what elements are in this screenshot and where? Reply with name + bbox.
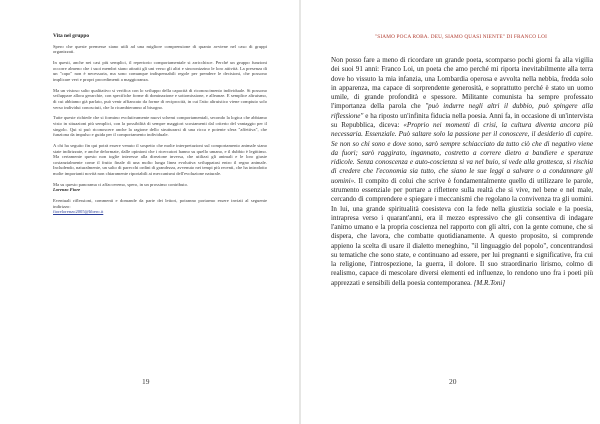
paragraph: Ma un vistoso salto qualitativo si verifica con lo sviluppo della capacità di riconoscimento individuale. Si possono sviluppare allora gerarchie, con specifiche forme di dominazione e sottomissione, e alleanze. E semplice altruismo, di cui abbiamo già parlato, può venir affiancato da forme di reciprocità, in cui l'atto altruistico viene compiuto solo verso individui conosciuti, che lo ricambieranno al bisogno. (53, 87, 267, 110)
paragraph: Ma su questo panorama ci affacceremo, spero, in un prossimo contributo. (53, 181, 189, 187)
closing-text: Eventuali riflessioni, commenti e domande da parte dei lettori, potranno portarmo essere inviati al seguente indirizzo: (53, 198, 267, 209)
left-page-body (53, 34, 267, 215)
article-title: "SIAMO POCA ROBA. DEU, SIAMO QUASI NIENTE" DI FRANCO LOI (374, 34, 548, 40)
closing-note (53, 198, 267, 215)
right-page (301, 0, 600, 424)
left-page (0, 0, 299, 424)
paragraph: Spero che queste premesse siano utili ad una migliore comprensione di quanto avviene nel caso di gruppi organizzati. (53, 43, 267, 55)
author-signature: Lorenzo Fiore (53, 187, 81, 193)
paragraph: In questi, anche nei casi più semplici, il repertorio comportamentale si arricchisce. Perché un gruppo funzioni occorre almeno che i suoi membri siano attratti gli uni verso gli altri e sincronizzino le loro attività. La presenza di un "capo" non è necessaria, ma sono comunque indispensabili regole per prendere le decisioni, che possono implicare veri e propri procedimenti a maggioranza. (53, 59, 267, 82)
paragraph: A chi ha seguito fin qui potrà essere venuto il sospetto che molte interpretazioni sul comportamento animale siano state indirizzate, e anche deformate, dalle opinioni che i ricercatori hanno su quello umano, e il dubbio è legittimo. Ma certamente questo non toglie interesse alla direzione inversa, che utilizzi gli animali e le loro giuste costanzialmente come il frutto finale di una molto lunga linea evolutiva sviluppatasi entro il regno animale. Includendo, naturalmente, un salto di parecchi ordini di grandezza, avvenuto nei tempi più recenti, che ha introdotto molte importanti novità non chiaramente riportabili ai meccanismi dell'evoluzione naturale. (53, 142, 267, 177)
article-body (331, 56, 593, 288)
page-number-right: 20 (449, 377, 457, 386)
article-text: Non posso fare a meno di ricordare un grande poeta, scomparso pochi giorni fa alla vigilia dei suoi 91 anni: Franco Loi, un poeta che amo perché mi riporta inevitabilmente alla terra dove ho vissuto la mia infanzia, una Lombardia operosa e avvolta nella nebbia, fredda solo in apparenza, ma capace di sorprendente generosità, e soprattutto perché è stato un uomo umile, di grande profondità e spessore. Militante comunista ha sempre professato l'importanza della parola che "può indurre negli altri il dubbio, può spingere alla riflessione" e ha riposto un'infinita fiducia nella poesia. Anni fa, in occasione di un'intervista su Repubblica, diceva: «Proprio nei momenti di crisi, la cultura diventa ancora più necessaria. Essenziale. Può saltare solo la passione per il conoscere, il desiderio di capire. Se non so chi sono e dove sono, sarò sempre schiacciato da tutto ciò che di negativo viene da fuori; sarò raggirato, ingannato, costretto a correre dietro a bandiere e speranze ridicole. Senza conoscenza e auto-coscienza si va nel buio, si vede alla grottesca, si rischia di credere che l'economia sia tutto, che siano le sue leggi a salvare o a condannare gli uomini». Il compito di colui che scrive è fondamentalmente quello di utilizzare le parole, strumento essenziale per portare a riflettere sulla realtà che si vive, nel bene e nel male, cercando di comprendere e spiegare i meccanismi che regolano la convivenza tra gli uomini. In lui, una grande spiritualità coesisteva con la fede nella giustizia sociale e la poesia, intrapresa verso i quarant'anni, era il mezzo espressivo che gli consentiva di indagare l'animo umano e la propria coscienza nel rapporto con gli altri, con la gente comune, che si dispera, che lavora, che combatte quotidianamente. A questo proposito, si comprende appieno la scelta di usare il dialetto meneghino, "il linguaggio del popolo", concentrandosi su tematiche che sono state, e continuano ad essere, per lui pregnanti e significative, fra cui la religione, l'introspezione, la guerra, il dolore. Il suo straordinario lirismo, colmo di realismo, capace di mescolare diversi elementi ed influenze, lo rendono uno fra i poeti più apprezzati e sensibili della poesia contemporanea. [M.R.Toni] (331, 56, 593, 287)
page-number-left: 19 (142, 377, 150, 386)
paragraph: Tutte queste richiede che si formino evolutivamente nuovi schemi comportamentali, secondo la logica che abbiamo visto in situazioni più semplici, con la possibilità di sempre maggiori scostamenti dal criterio del vantaggio per il singolo. Qui si può riconoscere anche la ragione dello strutturarsi di una ricca e potente sfera "affettiva", che funziona da impulso e guida per il comportamento individuale. (53, 115, 267, 138)
section-heading: Vita nel gruppo (53, 33, 90, 39)
email-link[interactable]: fiorelorenzo2005@libero.it (53, 209, 104, 215)
